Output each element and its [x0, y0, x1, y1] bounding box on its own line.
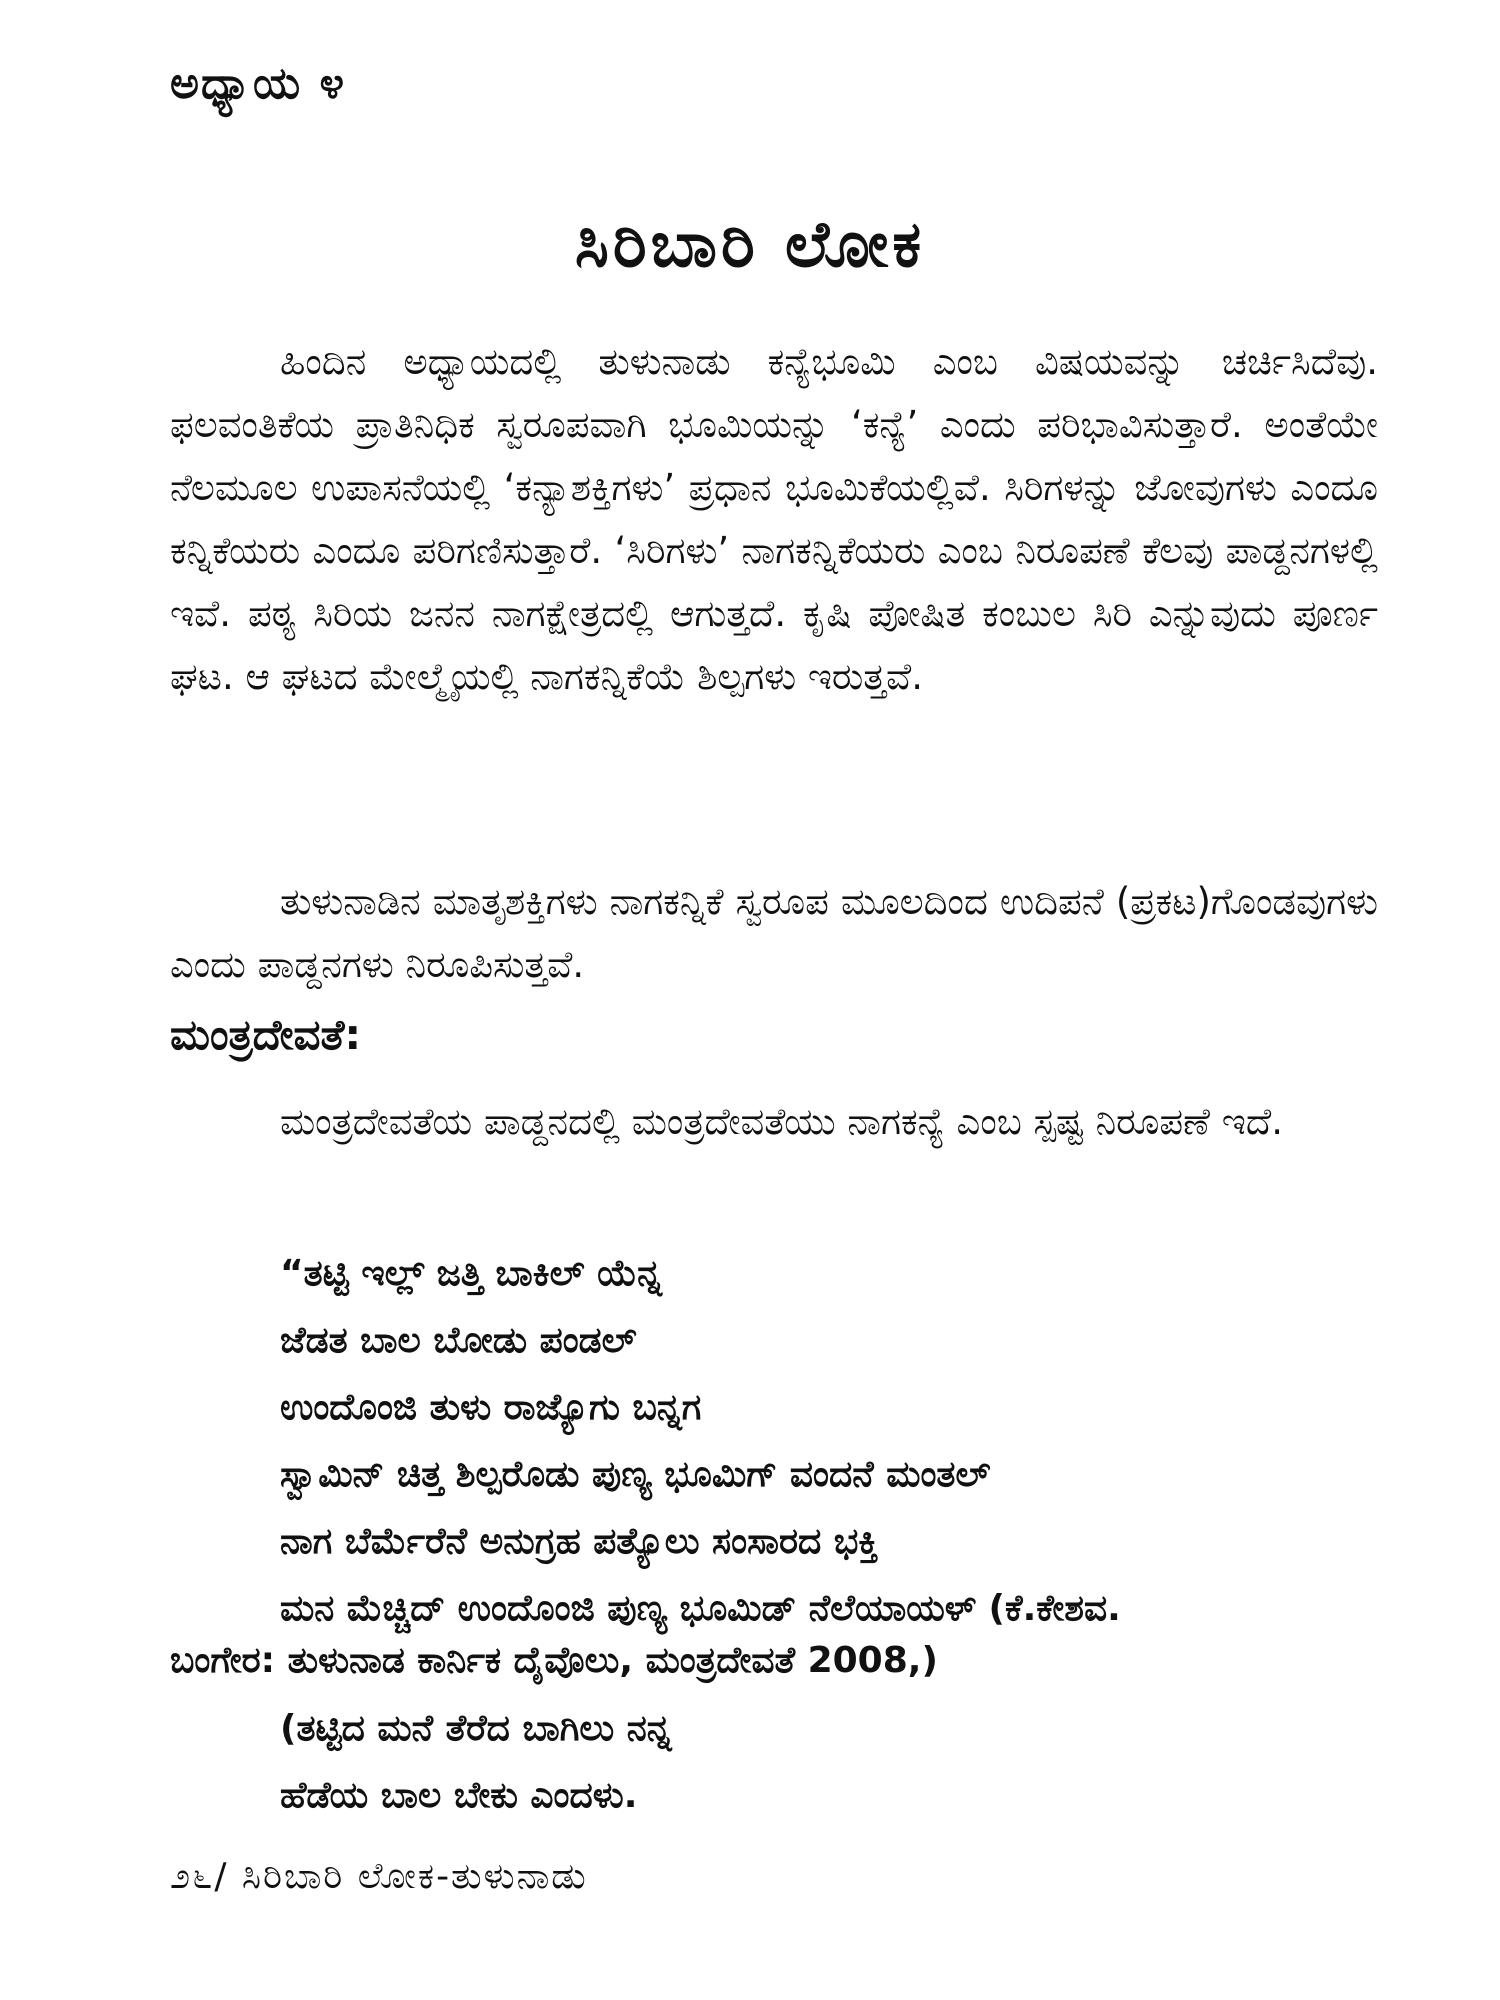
body-paragraph-2: ತುಳುನಾಡಿನ ಮಾತೃಶಕ್ತಿಗಳು ನಾಗಕನ್ನಿಕೆ ಸ್ವರೂಪ ಮೂಲದಿಂದ ಉದಿಪನೆ (ಪ್ರಕಟ)ಗೊಂಡವುಗಳು ಎಂದು ಪಾಡ್ದನಗಳು ನಿರೂಪಿಸುತ್ತವೆ. — [170, 880, 1378, 986]
translation-line-1: (ತಟ್ಟಿದ ಮನೆ ತೆರೆದ ಬಾಗಿಲು ನನ್ನ — [280, 1708, 672, 1749]
verse-block — [280, 1240, 1380, 1642]
translation-block — [280, 1695, 672, 1829]
verse-line-2: ಜೆಡತ ಬಾಲ ಬೋಡು ಪಂಡಲ್ — [280, 1320, 637, 1361]
page-title: ಸಿರಿಬಾರಿ ಲೋಕ — [574, 208, 926, 282]
section-paragraph: ಮಂತ್ರದೇವತೆಯ ಪಾಡ್ದನದಲ್ಲಿ ಮಂತ್ರದೇವತೆಯು ನಾಗಕನ್ಯೆ ಎಂಬ ಸ್ಪಷ್ಟ ನಿರೂಪಣೆ ಇದೆ. — [280, 1100, 1283, 1143]
page-footer: ೨೬/ ಸಿರಿಬಾರಿ ಲೋಕ-ತುಳುನಾಡು — [170, 1856, 588, 1897]
section-heading: ಮಂತ್ರದೇವತೆ: — [170, 1010, 362, 1059]
verse-line-5: ನಾಗ ಬೆರ್ಮೆರೆನೆ ಅನುಗ್ರಹ ಪತ್ಯೊಲು ಸಂಸಾರದ ಭಕ್ತಿ — [280, 1521, 879, 1562]
verse-citation: ಬಂಗೇರ: ತುಳುನಾಡ ಕಾರ್ನಿಕ ದೈವೊಲು, ಮಂತ್ರದೇವತೆ 2008,) — [170, 1640, 938, 1681]
chapter-label: ಅಧ್ಯಾಯ ೪ — [170, 58, 347, 109]
verse-line-4: ಸ್ವಾಮಿನ್ ಚಿತ್ತ ಶಿಲ್ಪರೊಡು ಪುಣ್ಯ ಭೂಮಿಗ್ ವಂದನೆ ಮಂತಲ್ — [280, 1454, 991, 1495]
verse-line-3: ಉಂದೊಂಜಿ ತುಳು ರಾಜ್ಯೊಗು ಬನ್ನಗ — [280, 1387, 702, 1428]
verse-line-1: “ತಟ್ಟಿ ಇಲ್ಲ್ ಜತ್ತಿ ಬಾಕಿಲ್ ಯೆನ್ನ — [280, 1253, 662, 1294]
body-paragraph-1: ಹಿಂದಿನ ಅಧ್ಯಾಯದಲ್ಲಿ ತುಳುನಾಡು ಕನ್ಯೆಭೂಮಿ ಎಂಬ ವಿಷಯವನ್ನು ಚರ್ಚಿಸಿದೆವು. ಫಲವಂತಿಕೆಯ ಪ್ರಾತಿನಿಧಿಕ ಸ್ವರೂಪವಾಗಿ ಭೂಮಿಯನ್ನು ‘ಕನ್ಯೆ’ ಎಂದು ಪರಿಭಾವಿಸುತ್ತಾರೆ. ಅಂತೆಯೇ ನೆಲಮೂಲ ಉಪಾಸನೆಯಲ್ಲಿ ‘ಕನ್ಯಾಶಕ್ತಿಗಳು’ ಪ್ರಧಾನ ಭೂಮಿಕೆಯಲ್ಲಿವೆ. ಸಿರಿಗಳನ್ನು ಜೋವುಗಳು ಎಂದೂ ಕನ್ನಿಕೆಯರು ಎಂದೂ ಪರಿಗಣಿಸುತ್ತಾರೆ. ‘ಸಿರಿಗಳು’ ನಾಗಕನ್ನಿಕೆಯರು ಎಂಬ ನಿರೂಪಣೆ ಕೆಲವು ಪಾಡ್ದನಗಳಲ್ಲಿ ಇವೆ. ಪಠ್ಯ ಸಿರಿಯ ಜನನ ನಾಗಕ್ಷೇತ್ರದಲ್ಲಿ ಆಗುತ್ತದೆ. ಕೃಷಿ ಪೋಷಿತ ಕಂಬುಲ ಸಿರಿ ಎನ್ನುವುದು ಪೂರ್ಣ ಘಟ. ಆ ಘಟದ ಮೇಲ್ಮೈಯಲ್ಲಿ ನಾಗಕನ್ನಿಕೆಯೆ ಶಿಲ್ಪಗಳು ಇರುತ್ತವೆ. — [170, 340, 1378, 698]
verse-line-6: ಮನ ಮೆಚ್ಚಿದ್ ಉಂದೊಂಜಿ ಪುಣ್ಯ ಭೂಮಿಡ್ ನೆಲೆಯಾಯಳ್ (ಕೆ.ಕೇಶವ. — [280, 1588, 1121, 1629]
translation-line-2: ಹೆಡೆಯ ಬಾಲ ಬೇಕು ಎಂದಳು. — [280, 1775, 638, 1816]
